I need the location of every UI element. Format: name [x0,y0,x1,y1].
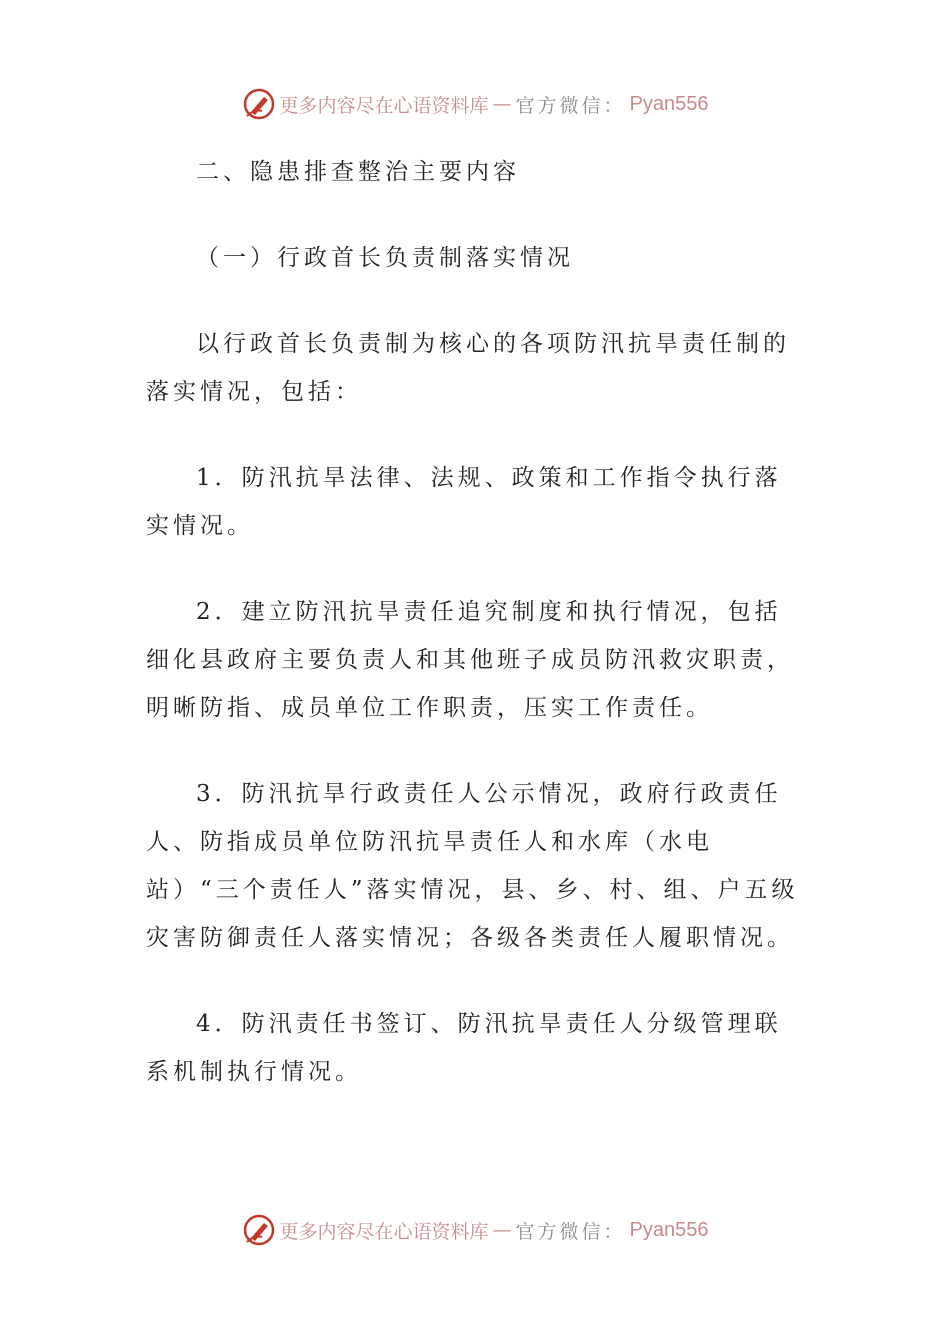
watermark-banner-top [0,84,950,124]
watermark-dash: — [492,1219,512,1241]
watermark-wechat-id: Pyan556 [629,1218,709,1241]
watermark-promo-text: 更多内容尽在心语资料库 [279,94,489,117]
section-heading: 二、隐患排查整治主要内容 [196,159,520,185]
watermark-promo-text: 更多内容尽在心语资料库 [279,1220,489,1243]
list-item: 2．建立防汛抗旱责任追究制度和执行情况，包括细化县政府主要负责人和其他班子成员防汛救灾职责，明晰防指、成员单位工作职责，压实工作责任。 [146,599,794,721]
list-item: 3．防汛抗旱行政责任人公示情况，政府行政责任人、防指成员单位防汛抗旱责任人和水库（水电站）“三个责任人”落实情况，县、乡、村、组、户五级灾害防御责任人落实情况；各级各类责任人履职情况。 [146,781,799,951]
pen-logo-icon [242,87,276,121]
watermark-dash: — [492,93,512,115]
list-item: 4．防汛责任书签订、防汛抗旱责任人分级管理联系机制执行情况。 [146,1011,782,1085]
watermark-wechat-label: 官方微信： [515,1220,626,1243]
watermark-wechat-label: 官方微信： [515,94,626,117]
watermark-banner-bottom [0,1210,950,1250]
subsection-heading: （一）行政首长负责制落实情况 [196,245,574,271]
pen-logo-icon [242,1213,276,1247]
list-item: 1．防汛抗旱法律、法规、政策和工作指令执行落实情况。 [146,465,782,539]
document-body [146,148,806,1134]
intro-paragraph: 以行政首长负责制为核心的各项防汛抗旱责任制的落实情况，包括： [146,331,790,405]
watermark-wechat-id: Pyan556 [629,92,709,115]
